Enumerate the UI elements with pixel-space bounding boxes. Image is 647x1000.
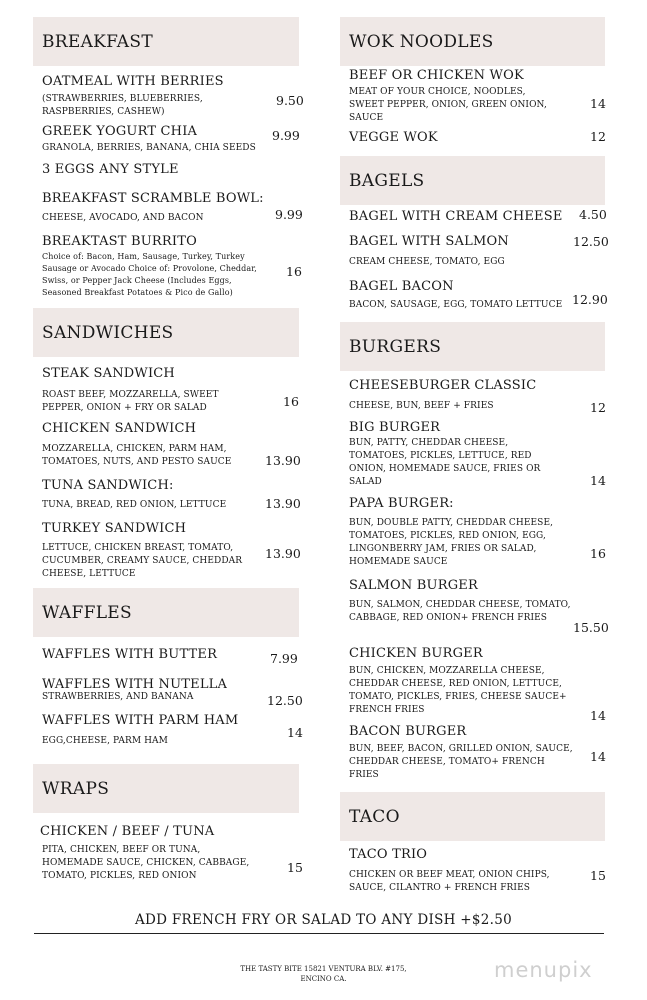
item-name: BREAKTAST BURRITO xyxy=(42,234,197,249)
burgers-header xyxy=(340,322,605,371)
item-price: 14 xyxy=(590,96,606,111)
item-desc: GRANOLA, BERRIES, BANANA, CHIA SEEDS xyxy=(42,143,256,153)
item-name: BREAKFAST SCRAMBLE BOWL: xyxy=(42,191,264,206)
add-on-note: ADD FRENCH FRY OR SALAD TO ANY DISH +$2.50 xyxy=(134,912,513,928)
item-desc: BUN, SALMON, CHEDDAR CHEESE, TOMATO, CABBAGE, RED ONION+ FRENCH FRIES xyxy=(349,600,571,623)
item-name: BIG BURGER xyxy=(349,420,441,435)
item-desc: BACON, SAUSAGE, EGG, TOMATO LETTUCE xyxy=(349,300,563,310)
item-desc: CHEESE, AVOCADO, AND BACON xyxy=(42,213,204,223)
item-price: 9.99 xyxy=(275,207,303,222)
item-name: BAGEL WITH CREAM CHEESE xyxy=(349,209,563,224)
waffles-header xyxy=(33,588,299,637)
section-title: SANDWICHES xyxy=(42,322,174,343)
item-desc: BUN, DOUBLE PATTY, CHEDDAR CHEESE, TOMATOES, PICKLES, RED ONION, EGG, LINGONBERRY JAM, FRIES OR SALAD, HOMEMADE SAUCE xyxy=(349,518,554,567)
item-desc: BUN, PATTY, CHEDDAR CHEESE, TOMATOES, PICKLES, LETTUCE, RED ONION, HOMEMADE SAUCE, FRIES OR SALAD xyxy=(349,438,541,487)
bagels-header xyxy=(340,156,605,205)
footer-divider xyxy=(34,933,604,934)
item-desc: Choice of: Bacon, Ham, Sausage, Turkey, Turkey Sausage or Avocado Choice of: Provolone, Cheddar, Swiss, or Pepper Jack Cheese (Includes Eggs, Seasoned Breakfast Potatoes & Pico de Gallo) xyxy=(42,252,257,297)
section-title: BAGELS xyxy=(349,170,425,191)
item-price: 4.50 xyxy=(579,207,607,222)
item-name: TACO TRIO xyxy=(349,847,428,862)
section-title: BREAKFAST xyxy=(42,31,153,52)
item-name: PAPA BURGER: xyxy=(349,496,454,511)
item-price: 12.50 xyxy=(573,234,609,249)
item-price: 12 xyxy=(590,400,606,415)
item-name: SALMON BURGER xyxy=(349,578,478,593)
item-desc: CREAM CHEESE, TOMATO, EGG xyxy=(349,257,505,267)
item-price: 15 xyxy=(590,868,606,883)
section-title: BURGERS xyxy=(349,336,442,357)
item-name: CHICKEN SANDWICH xyxy=(42,421,197,436)
item-price: 12.90 xyxy=(572,292,608,307)
item-price: 16 xyxy=(286,264,302,279)
item-price: 9.50 xyxy=(276,93,304,108)
item-name: BEEF OR CHICKEN WOK xyxy=(349,68,524,83)
item-desc: ROAST BEEF, MOZZARELLA, SWEET PEPPER, ONION + FRY OR SALAD xyxy=(42,390,219,413)
item-name: VEGGE WOK xyxy=(349,130,438,145)
item-desc: LETTUCE, CHICKEN BREAST, TOMATO, CUCUMBER, CREAMY SAUCE, CHEDDAR CHEESE, LETTUCE xyxy=(42,543,243,579)
item-desc: MOZZARELLA, CHICKEN, PARM HAM, TOMATOES, NUTS, AND PESTO SAUCE xyxy=(42,444,232,467)
section-title: TACO xyxy=(349,806,400,827)
item-desc: EGG,CHEESE, PARM HAM xyxy=(42,736,168,746)
item-name: TUNA SANDWICH: xyxy=(42,478,174,493)
breakfast-header xyxy=(33,17,299,66)
item-desc: BUN, BEEF, BACON, GRILLED ONION, SAUCE, CHEDDAR CHEESE, TOMATO+ FRENCH FRIES xyxy=(349,744,573,780)
item-name: GREEK YOGURT CHIA xyxy=(42,124,198,139)
item-price: 13.90 xyxy=(265,496,301,511)
item-price: 14 xyxy=(590,749,606,764)
item-name: BACON BURGER xyxy=(349,724,467,739)
item-price: 16 xyxy=(283,394,299,409)
item-name: 3 EGGS ANY STYLE xyxy=(42,162,179,177)
item-desc: BUN, CHICKEN, MOZZARELLA CHEESE, CHEDDAR CHEESE, RED ONION, LETTUCE, TOMATO, PICKLES, FRIES, CHEESE SAUCE+ FRENCH FRIES xyxy=(349,666,567,715)
item-price: 15.50 xyxy=(573,620,609,635)
item-name: WAFFLES WITH PARM HAM xyxy=(42,713,239,728)
item-price: 14 xyxy=(590,473,606,488)
item-price: 7.99 xyxy=(270,651,298,666)
item-price: 13.90 xyxy=(265,453,301,468)
item-price: 12 xyxy=(590,129,606,144)
address-line-1: THE TASTY BITE 15821 VENTURA BLV. #175, xyxy=(240,965,407,973)
item-name: CHEESEBURGER CLASSIC xyxy=(349,378,537,393)
item-desc: CHICKEN OR BEEF MEAT, ONION CHIPS, SAUCE, CILANTRO + FRENCH FRIES xyxy=(349,870,550,893)
item-name: WAFFLES WITH NUTELLA xyxy=(42,677,228,692)
item-price: 14 xyxy=(590,708,606,723)
item-name: STEAK SANDWICH xyxy=(42,366,175,381)
section-title: WRAPS xyxy=(42,778,110,799)
wok-header xyxy=(340,17,605,66)
item-name: TURKEY SANDWICH xyxy=(42,521,187,536)
item-name: BAGEL BACON xyxy=(349,279,454,294)
item-price: 14 xyxy=(287,725,303,740)
taco-header xyxy=(340,792,605,841)
item-price: 13.90 xyxy=(265,546,301,561)
item-desc: STRAWBERRIES, AND BANANA xyxy=(42,692,194,702)
section-title: WAFFLES xyxy=(42,602,132,623)
item-desc: PITA, CHICKEN, BEEF OR TUNA, HOMEMADE SAUCE, CHICKEN, CABBAGE, TOMATO, PICKLES, RED ONION xyxy=(42,845,250,881)
item-name: OATMEAL WITH BERRIES xyxy=(42,74,224,89)
section-title: WOK NOODLES xyxy=(349,31,494,52)
item-name: WAFFLES WITH BUTTER xyxy=(42,647,218,662)
wraps-header xyxy=(33,764,299,813)
address-line-2: ENCINO CA. xyxy=(300,975,347,983)
sandwiches-header xyxy=(33,308,299,357)
item-desc: CHEESE, BUN, BEEF + FRIES xyxy=(349,401,494,411)
item-desc: TUNA, BREAD, RED ONION, LETTUCE xyxy=(42,500,227,510)
item-price: 9.99 xyxy=(272,128,300,143)
item-name: BAGEL WITH SALMON xyxy=(349,234,509,249)
item-name: CHICKEN BURGER xyxy=(349,646,483,661)
item-price: 12.50 xyxy=(267,693,303,708)
watermark-logo: menupix xyxy=(494,958,593,982)
item-name: CHICKEN / BEEF / TUNA xyxy=(40,824,215,839)
item-desc: MEAT OF YOUR CHOICE, NOODLES, SWEET PEPPER, ONION, GREEN ONION, SAUCE xyxy=(349,87,547,123)
item-price: 16 xyxy=(590,546,606,561)
item-price: 15 xyxy=(287,860,303,875)
item-desc: (STRAWBERRIES, BLUEBERRIES, RASPBERRIES, CASHEW) xyxy=(42,94,203,117)
